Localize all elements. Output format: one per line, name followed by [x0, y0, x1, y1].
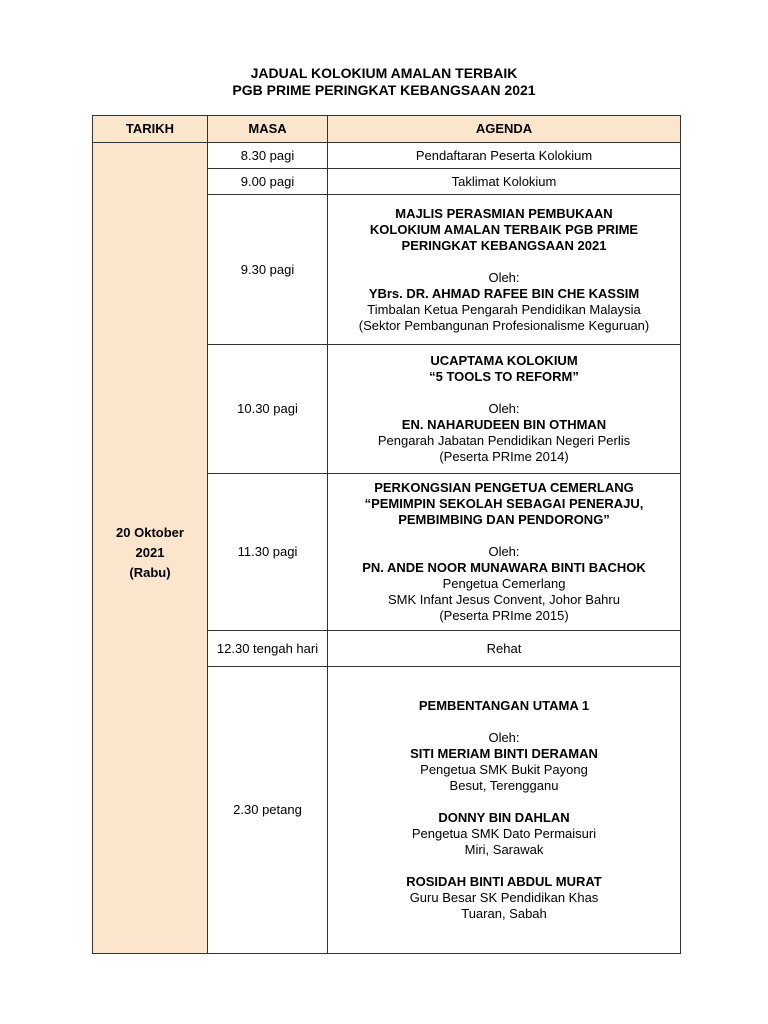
agenda-title-line: KOLOKIUM AMALAN TERBAIK PGB PRIME	[369, 221, 639, 237]
speaker-name: EN. NAHARUDEEN BIN OTHMAN	[401, 417, 607, 432]
header-row	[93, 116, 681, 143]
agenda-title-line: MAJLIS PERASMIAN PEMBUKAAN	[395, 205, 613, 221]
time-cell: 2.30 petang	[208, 667, 328, 954]
agenda-cell	[328, 667, 681, 954]
presenter-name: DONNY BIN DAHLAN	[438, 810, 570, 825]
presenter-detail: Besut, Terengganu	[449, 778, 559, 793]
agenda-cell: Taklimat Kolokium	[328, 169, 681, 195]
document-title	[0, 65, 768, 99]
presenter-detail: Miri, Sarawak	[464, 842, 544, 857]
speaker-detail: Timbalan Ketua Pengarah Pendidikan Malaysia	[367, 301, 641, 317]
date-line-3: (Rabu)	[129, 564, 171, 580]
date-cell	[93, 143, 208, 954]
by-label: Oleh:	[488, 730, 520, 745]
schedule-table	[92, 115, 681, 954]
agenda-cell: Pendaftaran Peserta Kolokium	[328, 143, 681, 169]
agenda-title-line: “PEMIMPIN SEKOLAH SEBAGAI PENERAJU,	[364, 496, 644, 511]
time-cell: 11.30 pagi	[208, 474, 328, 631]
date-line-1: 20 Oktober	[116, 524, 184, 540]
time-cell: 9.00 pagi	[208, 169, 328, 195]
agenda-cell	[328, 195, 681, 345]
speaker-name: PN. ANDE NOOR MUNAWARA BINTI BACHOK	[362, 560, 646, 575]
presenter-detail: Tuaran, Sabah	[461, 906, 547, 921]
agenda-cell	[328, 345, 681, 474]
agenda-cell	[328, 474, 681, 631]
by-label: Oleh:	[488, 544, 520, 559]
by-label: Oleh:	[488, 269, 520, 285]
agenda-title-line: PERKONGSIAN PENGETUA CEMERLANG	[374, 480, 634, 495]
title-line-2: PGB PRIME PERINGKAT KEBANGSAAN 2021	[232, 82, 536, 98]
agenda-title-line: PEMBIMBING DAN PENDORONG”	[398, 512, 610, 527]
speaker-detail: SMK Infant Jesus Convent, Johor Bahru	[388, 592, 620, 607]
speaker-detail: Pengarah Jabatan Pendidikan Negeri Perlis	[377, 433, 631, 448]
agenda-title-line: PEMBENTANGAN UTAMA 1	[418, 698, 590, 713]
agenda-title-line: PERINGKAT KEBANGSAAN 2021	[401, 237, 607, 253]
presenter-detail: Guru Besar SK Pendidikan Khas	[409, 890, 599, 905]
date-line-2: 2021	[135, 544, 165, 560]
header-agenda: AGENDA	[328, 116, 681, 143]
table-row	[93, 143, 681, 169]
header-date: TARIKH	[93, 116, 208, 143]
presenter-detail: Pengetua SMK Dato Permaisuri	[411, 826, 597, 841]
header-time: MASA	[208, 116, 328, 143]
agenda-title-line: “5 TOOLS TO REFORM”	[429, 369, 579, 384]
title-line-1: JADUAL KOLOKIUM AMALAN TERBAIK	[250, 65, 518, 81]
time-cell: 9.30 pagi	[208, 195, 328, 345]
speaker-detail: (Sektor Pembangunan Profesionalisme Keguruan)	[358, 317, 650, 333]
presenter-name: SITI MERIAM BINTI DERAMAN	[410, 746, 598, 761]
presenter-name: ROSIDAH BINTI ABDUL MURAT	[406, 874, 602, 889]
time-cell: 12.30 tengah hari	[208, 631, 328, 667]
speaker-name: YBrs. DR. AHMAD RAFEE BIN CHE KASSIM	[368, 285, 640, 301]
speaker-detail: Pengetua Cemerlang	[442, 576, 566, 591]
by-label: Oleh:	[488, 401, 520, 416]
presenter-detail: Pengetua SMK Bukit Payong	[420, 762, 588, 777]
agenda-title-line: UCAPTAMA KOLOKIUM	[430, 353, 578, 368]
speaker-detail: (Peserta PRIme 2014)	[439, 449, 569, 464]
time-cell: 8.30 pagi	[208, 143, 328, 169]
time-cell: 10.30 pagi	[208, 345, 328, 474]
agenda-cell: Rehat	[328, 631, 681, 667]
speaker-detail: (Peserta PRIme 2015)	[439, 608, 569, 623]
